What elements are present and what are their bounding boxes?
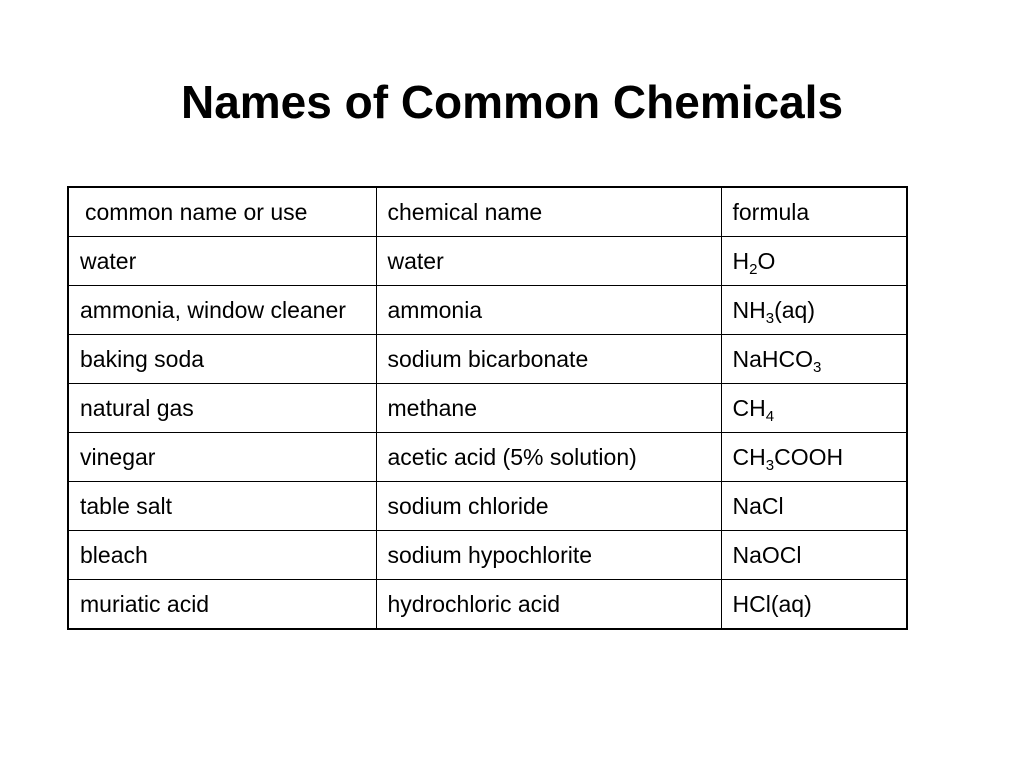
- formula-subscript: 3: [765, 310, 775, 327]
- cell-chemical-name: sodium bicarbonate: [376, 335, 721, 384]
- header-common-name: common name or use: [68, 187, 376, 237]
- cell-chemical-name: acetic acid (5% solution): [376, 433, 721, 482]
- cell-chemical-name: hydrochloric acid: [376, 580, 721, 630]
- table-row: [68, 433, 907, 482]
- cell-common-name: baking soda: [68, 335, 376, 384]
- cell-chemical-name: sodium chloride: [376, 482, 721, 531]
- formula-subscript: 3: [765, 457, 775, 474]
- formula-subscript: 3: [813, 359, 822, 376]
- cell-formula: NaCl: [721, 482, 907, 531]
- cell-common-name: water: [68, 237, 376, 286]
- cell-formula: $NH_3(aq)$: [721, 286, 907, 335]
- formula-subscript: 4: [765, 408, 775, 425]
- cell-formula: HCl(aq): [721, 580, 907, 630]
- cell-common-name: table salt: [68, 482, 376, 531]
- cell-common-name: vinegar: [68, 433, 376, 482]
- table-header-row: [68, 187, 907, 237]
- cell-chemical-name: sodium hypochlorite: [376, 531, 721, 580]
- table-row: [68, 482, 907, 531]
- cell-common-name: natural gas: [68, 384, 376, 433]
- cell-formula: $CH_4$: [721, 384, 907, 433]
- chemicals-table: [67, 186, 908, 630]
- cell-chemical-name: methane: [376, 384, 721, 433]
- header-formula: formula: [721, 187, 907, 237]
- formula-subscript: 2: [749, 261, 758, 278]
- table-row: [68, 384, 907, 433]
- cell-formula: NaOCl: [721, 531, 907, 580]
- table-row: [68, 335, 907, 384]
- header-chemical-name: chemical name: [376, 187, 721, 237]
- table-row: [68, 580, 907, 630]
- cell-formula: $H_2O$: [721, 237, 907, 286]
- cell-common-name: muriatic acid: [68, 580, 376, 630]
- table-row: [68, 237, 907, 286]
- table-row: [68, 531, 907, 580]
- cell-chemical-name: water: [376, 237, 721, 286]
- cell-common-name: ammonia, window cleaner: [68, 286, 376, 335]
- table-row: [68, 286, 907, 335]
- cell-formula: NaHCO$_3$: [721, 335, 907, 384]
- cell-common-name: bleach: [68, 531, 376, 580]
- page-title: Names of Common Chemicals: [180, 76, 844, 128]
- cell-chemical-name: ammonia: [376, 286, 721, 335]
- cell-formula: $CH_3COOH$: [721, 433, 907, 482]
